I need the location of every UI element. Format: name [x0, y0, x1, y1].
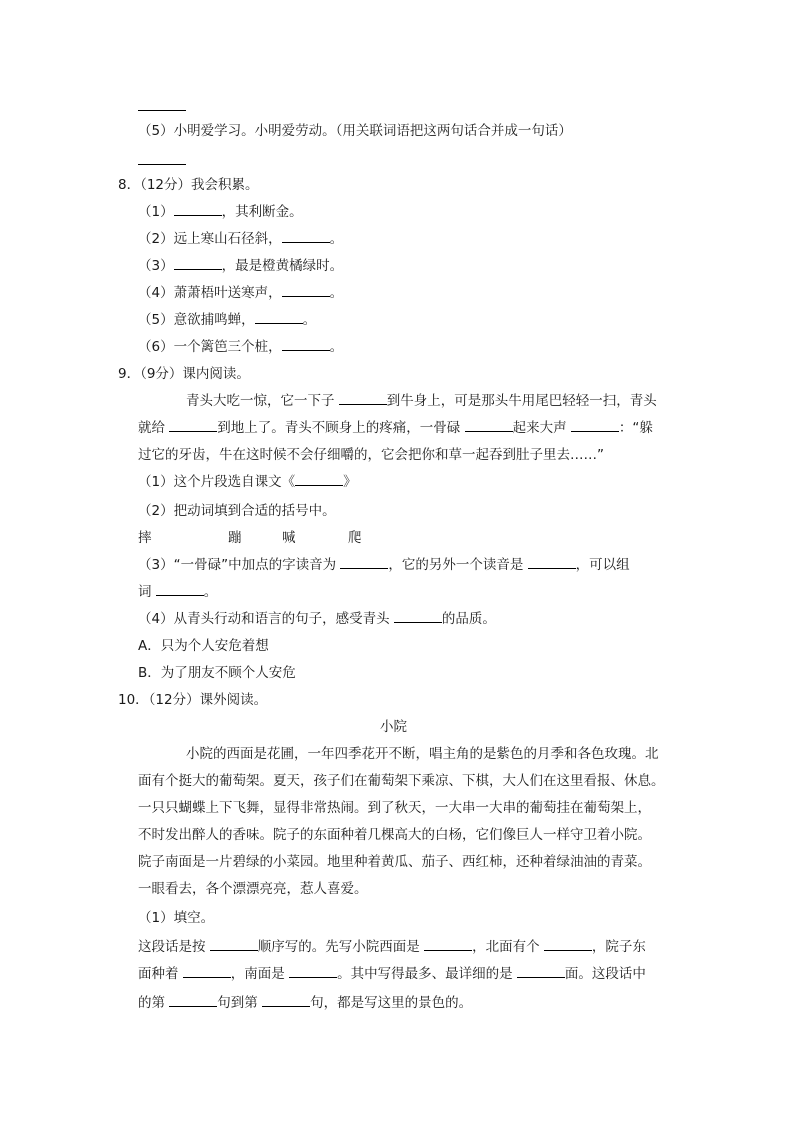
passage-line: 小院的西面是花圃，一年四季花开不断，唱主角的是紫色的月季和各色玫瑰。北: [186, 746, 659, 762]
fill-blank[interactable]: [282, 338, 330, 351]
fill-blank[interactable]: [544, 938, 592, 951]
q9-sub-3-cont: 词 。: [138, 584, 218, 600]
q8-item-5: （5）意欲捕鸣蝉， 。: [138, 312, 317, 328]
verb-4: 爬: [348, 530, 362, 546]
passage-line: 一只只蝴蝶上下飞舞，显得非常热闹。到了秋天，一大串一大串的葡萄挂在葡萄架上，: [138, 800, 651, 816]
fill-blank[interactable]: [282, 230, 330, 243]
fill-blank[interactable]: [174, 257, 222, 270]
verb-1: 摔: [138, 530, 152, 546]
q10-heading: 10．（12分）课外阅读。: [118, 692, 268, 708]
fill-blank[interactable]: [528, 556, 576, 569]
fill-blank[interactable]: [517, 965, 565, 978]
fill-blank[interactable]: [183, 965, 231, 978]
option-a[interactable]: A．只为个人安危着想: [138, 638, 269, 654]
fill-blank[interactable]: [169, 419, 217, 432]
q10-fill-line-3: 的第 句到第 句，都是写这里的景色的。: [138, 995, 473, 1011]
fill-blank[interactable]: [210, 938, 258, 951]
fill-blank[interactable]: [255, 311, 303, 324]
q8-heading: 8．（12分）我会积累。: [118, 177, 259, 193]
fill-blank[interactable]: [340, 556, 388, 569]
q9-passage-line-2: 就给 到地上了。青头不顾身上的疼痛，一骨碌 起来大声 ：“躲: [138, 420, 653, 436]
verb-2: 蹦: [228, 530, 242, 546]
fill-blank[interactable]: [339, 392, 387, 405]
fill-blank[interactable]: [156, 583, 204, 596]
passage-line: 不时发出醉人的香味。院子的东面种着几棵高大的白杨，它们像巨人一样守卫着小院。: [138, 827, 651, 843]
q9-sub-1: （1）这个片段选自课文《 》: [138, 474, 357, 490]
fill-blank[interactable]: [169, 994, 217, 1007]
q9-passage-line-3: 过它的牙齿，牛在这时候不会仔细嚼的，它会把你和草一起吞到肚子里去……”: [138, 447, 604, 463]
q7-item-5: （5）小明爱学习。小明爱劳动。（用关联词语把这两句话合并成一句话）: [138, 123, 572, 139]
passage-line: 一眼看去，各个漂漂亮亮，惹人喜爱。: [138, 881, 368, 897]
fill-blank[interactable]: [394, 610, 442, 623]
verb-3: 喊: [282, 530, 296, 546]
fill-blank[interactable]: [282, 284, 330, 297]
answer-blank-line[interactable]: [138, 152, 186, 170]
answer-blank-line[interactable]: [138, 98, 186, 116]
option-b[interactable]: B．为了朋友不顾个人安危: [138, 665, 296, 681]
fill-blank[interactable]: [465, 419, 513, 432]
q9-sub-2: （2）把动词填到合适的括号中。: [138, 503, 336, 519]
q10-sub-1: （1）填空。: [138, 910, 215, 926]
fill-blank[interactable]: [571, 419, 619, 432]
q8-item-3: （3） ，最是橙黄橘绿时。: [138, 258, 344, 274]
passage-line: 面有个挺大的葡萄架。夏天，孩子们在葡萄架下乘凉、下棋，大人们在这里看报、休息。: [138, 773, 665, 789]
passage-title: 小院: [380, 719, 407, 735]
q10-fill-line-2: 面种着 ，南面是 。其中写得最多、最详细的是 面。这段话中: [138, 966, 646, 982]
fill-blank[interactable]: [295, 473, 343, 486]
q9-sub-3: （3）“一骨碌”中加点的字读音为 ，它的另外一个读音是 ，可以组: [138, 557, 630, 573]
passage-line: 院子南面是一片碧绿的小菜园。地里种着黄瓜、茄子、西红柿，还种着绿油油的青菜。: [138, 854, 651, 870]
q10-fill-line-1: 这段话是按 顺序写的。先写小院西面是 ，北面有个 ，院子东: [138, 939, 646, 955]
q8-item-2: （2）远上寒山石径斜， 。: [138, 231, 344, 247]
q9-sub-4: （4）从青头行动和语言的句子，感受青头 的品质。: [138, 611, 496, 627]
fill-blank[interactable]: [289, 965, 337, 978]
q9-heading: 9．（9分）课内阅读。: [118, 366, 250, 382]
fill-blank[interactable]: [262, 994, 310, 1007]
fill-blank[interactable]: [424, 938, 472, 951]
q8-item-6: （6）一个篱笆三个桩， 。: [138, 339, 344, 355]
fill-blank[interactable]: [174, 203, 222, 216]
q8-item-4: （4）萧萧梧叶送寒声， 。: [138, 285, 344, 301]
q9-passage-line-1: 青头大吃一惊，它一下子 到牛身上，可是那头牛用尾巴轻轻一扫，青头: [186, 393, 657, 409]
q8-item-1: （1） ，其利断金。: [138, 204, 303, 220]
